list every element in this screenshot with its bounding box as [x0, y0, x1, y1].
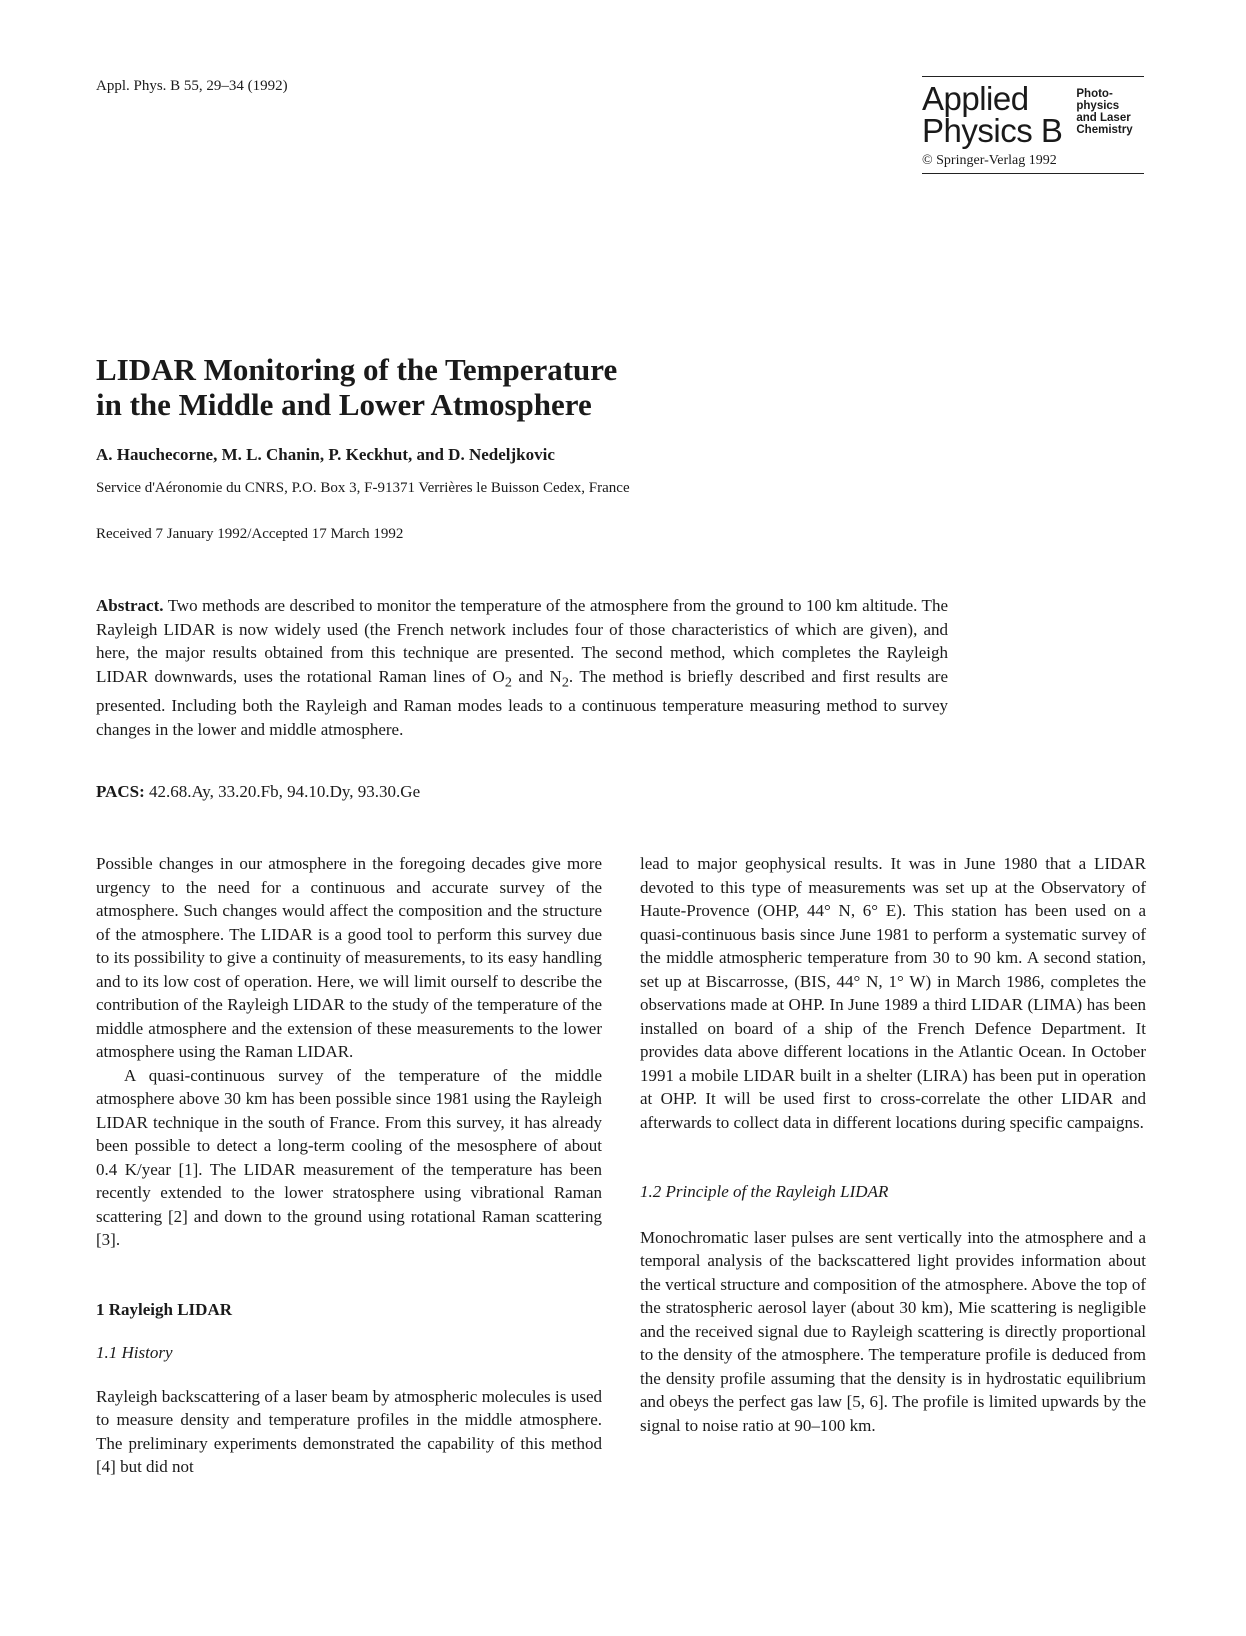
subject-line: Photo-	[1076, 88, 1113, 100]
left-column	[96, 852, 602, 1479]
right-column	[640, 852, 1146, 1437]
abstract-text-2: and N	[511, 666, 562, 686]
abstract-text-3: . The method is briefly described and first results are presented. Including both the Rayleigh and Raman modes leads to a continuous temperature measuring method to survey changes in the lower and middle atmosphere.	[96, 666, 949, 739]
authors: A. Hauchecorne, M. L. Chanin, P. Keckhut, and D. Nedeljkovic	[96, 445, 555, 464]
abstract-label: Abstract.	[96, 596, 164, 615]
logo-top-rule	[922, 76, 1144, 77]
subsection-heading-principle: 1.2 Principle of the Rayleigh LIDAR	[640, 1182, 889, 1201]
history-continued-paragraph: lead to major geophysical results. It was in June 1980 that a LIDAR devoted to this type of measurements was set up at the Observatory of Haute-Provence (OHP, 44° N, 6° E). This station has been used on a quasi-continuous basis since June 1981 to perform a systematic survey of the middle atmospheric temperature from 30 to 90 km. A second station, set up at Biscarrosse, (BIS, 44° N, 1° W) in March 1986, completes the observations made at OHP. In June 1989 a third LIDAR (LIMA) has been installed on board of a ship of the French Defence Department. It provides data above different locations in the Atlantic Ocean. In October 1991 a mobile LIDAR built in a shelter (LIRA) has been put in operation at OHP. It will be used first to cross-correlate the other LIDAR and afterwards to collect data in different locations during specific campaigns.	[640, 854, 1146, 1132]
received-date: Received 7 January 1992/Accepted 17 March 1992	[96, 526, 404, 542]
title-line-1: LIDAR Monitoring of the Temperature	[96, 352, 618, 387]
subject-line: and Laser	[1076, 112, 1131, 124]
journal-subjects	[1076, 88, 1132, 136]
abstract	[96, 594, 948, 741]
pacs-values: 42.68.Ay, 33.20.Fb, 94.10.Dy, 93.30.Ge	[144, 782, 421, 801]
paper-title	[96, 352, 996, 422]
abstract-subscript-1: 2	[504, 673, 512, 690]
journal-citation: Appl. Phys. B 55, 29–34 (1992)	[96, 78, 288, 94]
subsection-heading-history: 1.1 History	[96, 1343, 173, 1362]
intro-paragraph-2: A quasi-continuous survey of the temperature of the middle atmosphere above 30 km has been possible since 1981 using the Rayleigh LIDAR technique in the south of France. From this survey, it has already been possible to detect a long-term cooling of the mesosphere of about 0.4 K/year [1]. The LIDAR measurement of the temperature has been recently extended to the lower stratosphere using vibrational Raman scattering [2] and down to the ground using rotational Raman scattering [3].	[96, 1065, 602, 1249]
journal-name-line2: Physics B	[922, 112, 1063, 149]
abstract-text-1: Two methods are described to monitor the temperature of the atmosphere from the ground to 100 km altitude. The Rayleigh LIDAR is now widely used (the French network includes four of those characteristics of which are given), and here, the major results obtained from this technique are presented. The second method, which completes the Rayleigh LIDAR downwards, uses the rotational Raman lines of O	[96, 596, 948, 686]
intro-paragraph-1: Possible changes in our atmosphere in the foregoing decades give more urgency to the need for a continuous and accurate survey of the atmosphere. Such changes would affect the composition and the structure of the atmosphere. The LIDAR is a good tool to perform this survey due to its possibility to give a continuity of measurements, to its easy handling and to its low cost of operation. Here, we will limit ourself to describe the contribution of the Rayleigh LIDAR to the study of the temperature of the middle atmosphere and the extension of these measurements to the lower atmosphere using the Raman LIDAR.	[96, 854, 602, 1061]
journal-name-line1: Applied	[922, 80, 1029, 117]
title-line-2: in the Middle and Lower Atmosphere	[96, 387, 592, 422]
journal-name	[922, 80, 1063, 149]
logo-bottom-rule	[922, 173, 1144, 174]
subject-line: Chemistry	[1076, 124, 1133, 136]
logo-row	[922, 80, 1144, 149]
abstract-subscript-2: 2	[561, 673, 569, 690]
subject-line: physics	[1076, 100, 1120, 112]
section-heading: 1 Rayleigh LIDAR	[96, 1299, 233, 1319]
pacs-label: PACS:	[96, 782, 145, 801]
copyright: © Springer-Verlag 1992	[922, 153, 1057, 168]
principle-paragraph: Monochromatic laser pulses are sent vertically into the atmosphere and a temporal analysis of the backscattered light provides information about the vertical structure and composition of the atmosphere. Above the top of the stratospheric aerosol layer (about 30 km), Mie scattering is negligible and the received signal due to Rayleigh scattering is directly proportional to the density of the atmosphere. The temperature profile is deduced from the density profile assuming that the density is in hydrostatic equilibrium and obeys the perfect gas law [5, 6]. The profile is limited upwards by the signal to noise ratio at 90–100 km.	[640, 1227, 1146, 1435]
affiliation: Service d'Aéronomie du CNRS, P.O. Box 3, F-91371 Verrières le Buisson Cedex, France	[96, 480, 630, 496]
pacs-codes	[96, 782, 420, 802]
history-paragraph: Rayleigh backscattering of a laser beam by atmospheric molecules is used to measure density and temperature profiles in the middle atmosphere. The preliminary experiments demonstrated the capability of this method [4] but did not	[96, 1386, 602, 1476]
journal-logo	[922, 76, 1144, 174]
